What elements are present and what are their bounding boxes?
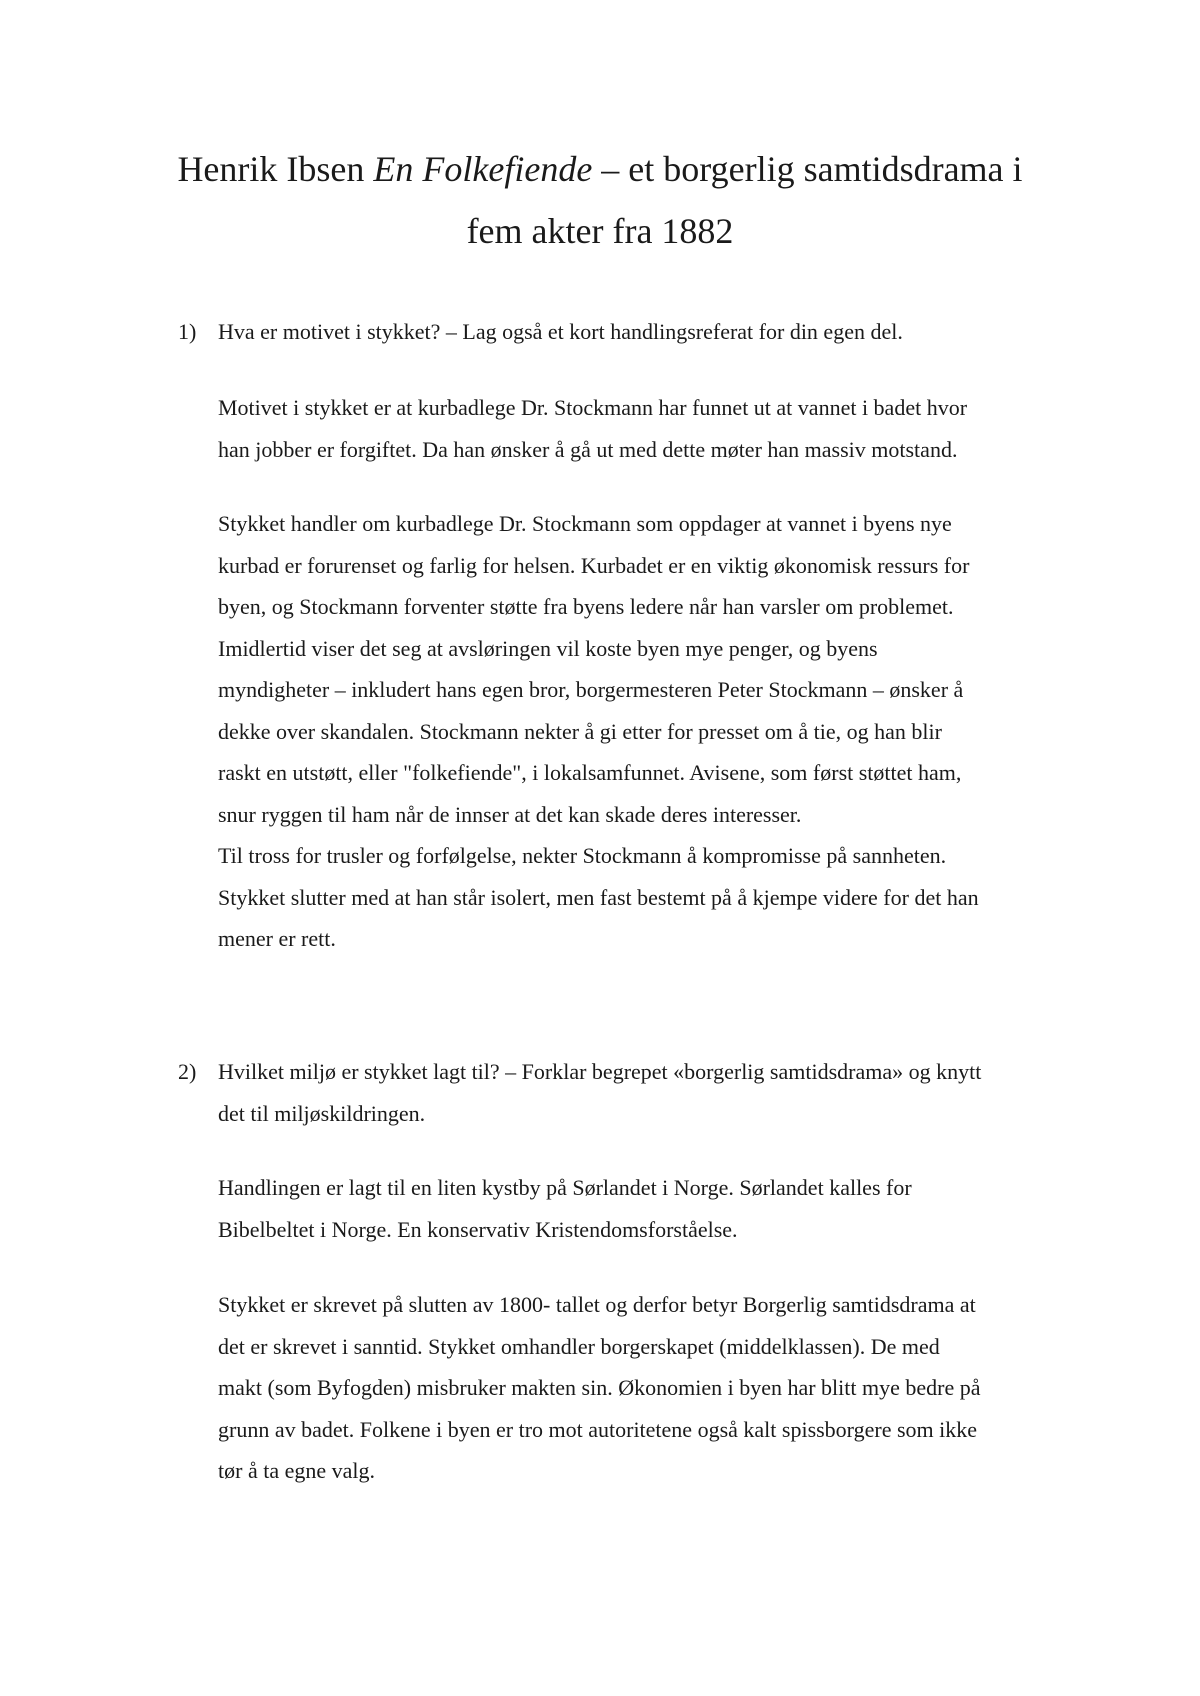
question-line: det til miljøskildringen. (218, 1100, 426, 1126)
title-work: En Folkefiende (373, 149, 593, 189)
answer-line: grunn av badet. Folkene i byen er tro mot autoritetene også kalt spissborgere som ikke (218, 1416, 978, 1442)
answer-paragraph (218, 503, 1068, 960)
answer-line: raskt en utstøtt, eller "folkefiende", i lokalsamfunnet. Avisene, som først støttet ham, (218, 760, 962, 785)
answer-line: dekke over skandalen. Stockmann nekter å gi etter for presset om å tie, og han blir (218, 718, 942, 744)
answer-line: Motivet i stykket er at kurbadlege Dr. Stockmann har funnet ut at vannet i badet hvor (218, 395, 968, 420)
question-line: Hva er motivet i stykket? – Lag også et kort handlingsreferat for din egen del. (218, 319, 903, 344)
answer-line: Bibelbeltet i Norge. En konservativ Kristendomsforståelse. (218, 1216, 738, 1242)
question-text (218, 311, 1068, 353)
question-1 (178, 311, 1068, 353)
document-title (140, 138, 1060, 262)
answer-line: Stykket er skrevet på slutten av 1800- tallet og derfor betyr Borgerlig samtidsdrama at (218, 1292, 976, 1317)
answer-paragraph (218, 1284, 1068, 1492)
answer-line: Imidlertid viser det seg at avsløringen vil koste byen mye penger, og byens (218, 635, 878, 661)
answer-line: myndigheter – inkludert hans egen bror, borgermesteren Peter Stockmann – ønsker å (218, 677, 964, 702)
question-line: Hvilket miljø er stykket lagt til? – Forklar begrepet «borgerlig samtidsdrama» og knytt (218, 1059, 982, 1084)
answer-line: byen, og Stockmann forventer støtte fra byens ledere når han varsler om problemet. (218, 594, 954, 619)
answer-line: Handlingen er lagt til en liten kystby på Sørlandet i Norge. Sørlandet kalles for (218, 1175, 912, 1200)
answer-line: kurbad er forurenset og farlig for helsen. Kurbadet er en viktig økonomisk ressurs for (218, 552, 970, 578)
answer-line: Stykket handler om kurbadlege Dr. Stockmann som oppdager at vannet i byens nye (218, 511, 952, 536)
answer-paragraph (218, 387, 1068, 470)
title-rest: – et borgerlig samtidsdrama i (601, 149, 1023, 189)
answer-line: tør å ta egne valg. (218, 1458, 375, 1483)
question-number: 1) (178, 319, 197, 344)
answer-line: det er skrevet i sanntid. Stykket omhandler borgerskapet (middelklassen). De med (218, 1333, 940, 1359)
answer-line: han jobber er forgiftet. Da han ønsker å gå ut med dette møter han massiv motstand. (218, 436, 958, 462)
answer-line: Til tross for trusler og forfølgelse, nekter Stockmann å kompromisse på sannheten. (218, 843, 947, 868)
question-text (218, 1051, 1068, 1134)
title-author: Henrik Ibsen (177, 149, 365, 189)
answer-line: Stykket slutter med at han står isolert, men fast bestemt på å kjempe videre for det han (218, 884, 979, 910)
question-number: 2) (178, 1059, 197, 1084)
answer-paragraph (218, 1167, 1068, 1250)
question-2 (178, 1051, 1068, 1134)
answer-line: snur ryggen til ham når de innser at det kan skade deres interesser. (218, 801, 802, 827)
answer-line: mener er rett. (218, 926, 336, 951)
answer-line: makt (som Byfogden) misbruker makten sin. Økonomien i byen har blitt mye bedre på (218, 1375, 981, 1400)
title-line-2: fem akter fra 1882 (466, 211, 734, 251)
